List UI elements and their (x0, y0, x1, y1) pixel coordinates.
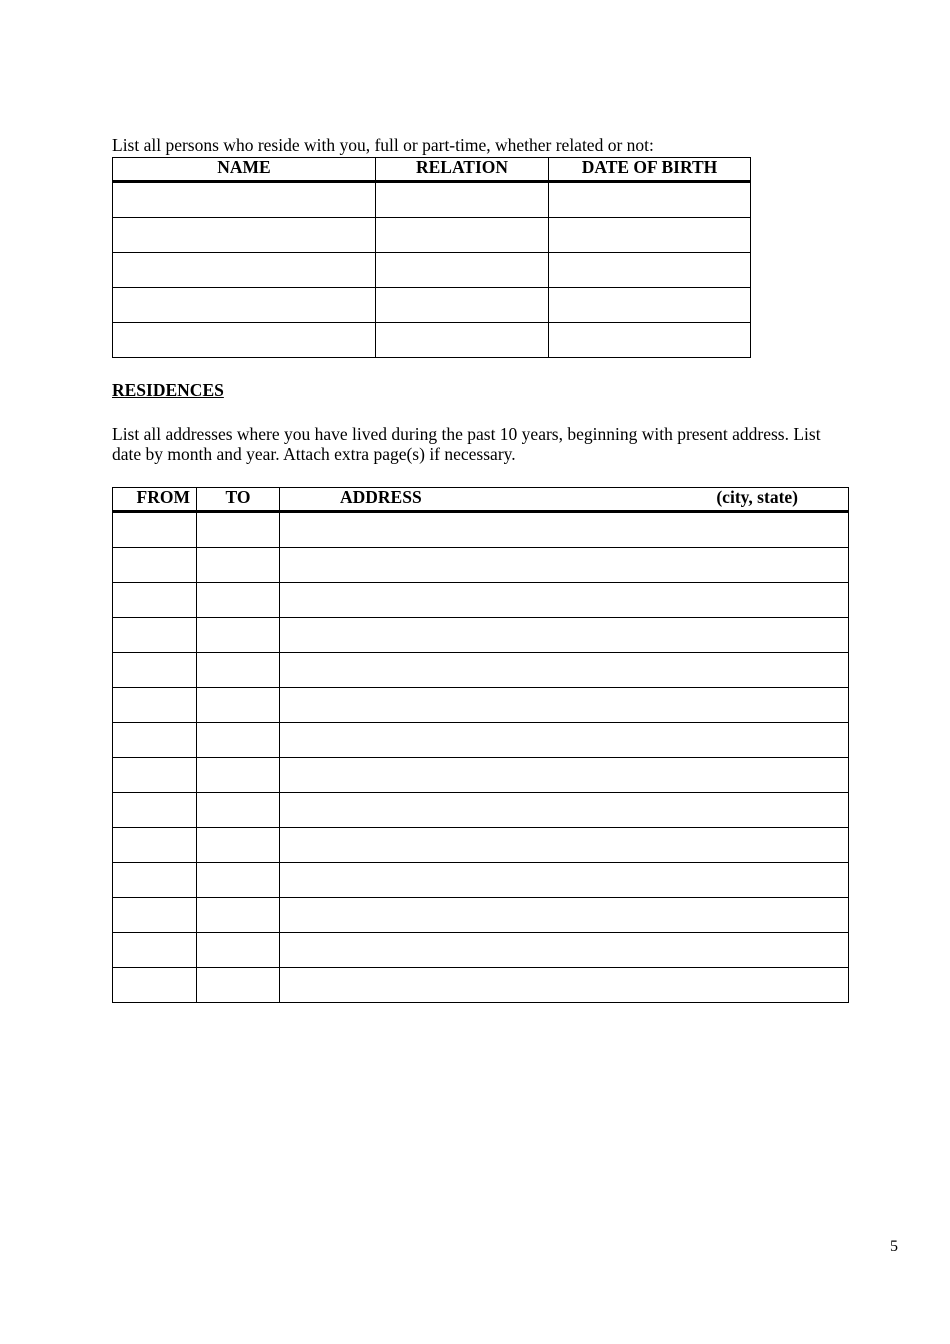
from-cell[interactable] (113, 688, 197, 723)
column-header-to: TO (197, 488, 280, 512)
address-cell[interactable] (280, 933, 849, 968)
date-of-birth-cell[interactable] (549, 253, 751, 288)
from-cell[interactable] (113, 793, 197, 828)
from-cell[interactable] (113, 723, 197, 758)
from-cell[interactable] (113, 933, 197, 968)
address-cell[interactable] (280, 618, 849, 653)
table-header-row (113, 158, 751, 182)
to-cell[interactable] (197, 968, 280, 1003)
address-cell[interactable] (280, 653, 849, 688)
address-cell[interactable] (280, 548, 849, 583)
from-cell[interactable] (113, 653, 197, 688)
table-row (113, 548, 849, 583)
date-of-birth-cell[interactable] (549, 182, 751, 218)
table-row (113, 898, 849, 933)
to-cell[interactable] (197, 933, 280, 968)
table-row (113, 968, 849, 1003)
table-row (113, 723, 849, 758)
date-of-birth-cell[interactable] (549, 218, 751, 253)
residences-table (112, 487, 849, 1003)
name-cell[interactable] (113, 253, 376, 288)
table-row (113, 828, 849, 863)
from-cell[interactable] (113, 758, 197, 793)
to-cell[interactable] (197, 758, 280, 793)
address-cell[interactable] (280, 512, 849, 548)
residences-instructions: List all addresses where you have lived during the past 10 years, beginning with present address. List date by month and year. Attach extra page(s) if necessary. (112, 424, 821, 464)
to-cell[interactable] (197, 583, 280, 618)
relation-cell[interactable] (376, 323, 549, 358)
to-cell[interactable] (197, 512, 280, 548)
from-cell[interactable] (113, 828, 197, 863)
relation-cell[interactable] (376, 182, 549, 218)
address-cell[interactable] (280, 863, 849, 898)
to-cell[interactable] (197, 863, 280, 898)
address-cell[interactable] (280, 583, 849, 618)
relation-cell[interactable] (376, 253, 549, 288)
to-cell[interactable] (197, 653, 280, 688)
table-row (113, 323, 751, 358)
column-header-from: FROM (113, 488, 197, 512)
to-cell[interactable] (197, 548, 280, 583)
from-cell[interactable] (113, 618, 197, 653)
city-state-label: (city, state) (716, 487, 798, 507)
table-row (113, 512, 849, 548)
column-header-date-of-birth: DATE OF BIRTH (549, 158, 751, 182)
table-row (113, 618, 849, 653)
relation-cell[interactable] (376, 218, 549, 253)
column-header-address (280, 488, 849, 512)
page-number: 5 (890, 1238, 898, 1255)
to-cell[interactable] (197, 898, 280, 933)
household-members-table (112, 157, 751, 358)
address-cell[interactable] (280, 793, 849, 828)
from-cell[interactable] (113, 548, 197, 583)
table-row (113, 288, 751, 323)
name-cell[interactable] (113, 288, 376, 323)
to-cell[interactable] (197, 793, 280, 828)
table-row (113, 218, 751, 253)
table-row (113, 688, 849, 723)
address-cell[interactable] (280, 723, 849, 758)
to-cell[interactable] (197, 723, 280, 758)
table-row (113, 793, 849, 828)
date-of-birth-cell[interactable] (549, 323, 751, 358)
address-cell[interactable] (280, 898, 849, 933)
column-header-name: NAME (113, 158, 376, 182)
table-row (113, 653, 849, 688)
table-row (113, 583, 849, 618)
address-cell[interactable] (280, 828, 849, 863)
household-intro: List all persons who reside with you, full or part-time, whether related or not: (112, 135, 654, 155)
address-label: ADDRESS (340, 487, 422, 507)
from-cell[interactable] (113, 512, 197, 548)
from-cell[interactable] (113, 898, 197, 933)
name-cell[interactable] (113, 218, 376, 253)
name-cell[interactable] (113, 323, 376, 358)
to-cell[interactable] (197, 688, 280, 723)
from-cell[interactable] (113, 583, 197, 618)
address-cell[interactable] (280, 688, 849, 723)
name-cell[interactable] (113, 182, 376, 218)
address-cell[interactable] (280, 968, 849, 1003)
table-header-row (113, 488, 849, 512)
from-cell[interactable] (113, 863, 197, 898)
table-row (113, 253, 751, 288)
relation-cell[interactable] (376, 288, 549, 323)
column-header-relation: RELATION (376, 158, 549, 182)
table-row (113, 182, 751, 218)
address-cell[interactable] (280, 758, 849, 793)
table-row (113, 933, 849, 968)
to-cell[interactable] (197, 618, 280, 653)
table-row (113, 758, 849, 793)
to-cell[interactable] (197, 828, 280, 863)
from-cell[interactable] (113, 968, 197, 1003)
residences-title: RESIDENCES (112, 380, 224, 400)
date-of-birth-cell[interactable] (549, 288, 751, 323)
table-row (113, 863, 849, 898)
